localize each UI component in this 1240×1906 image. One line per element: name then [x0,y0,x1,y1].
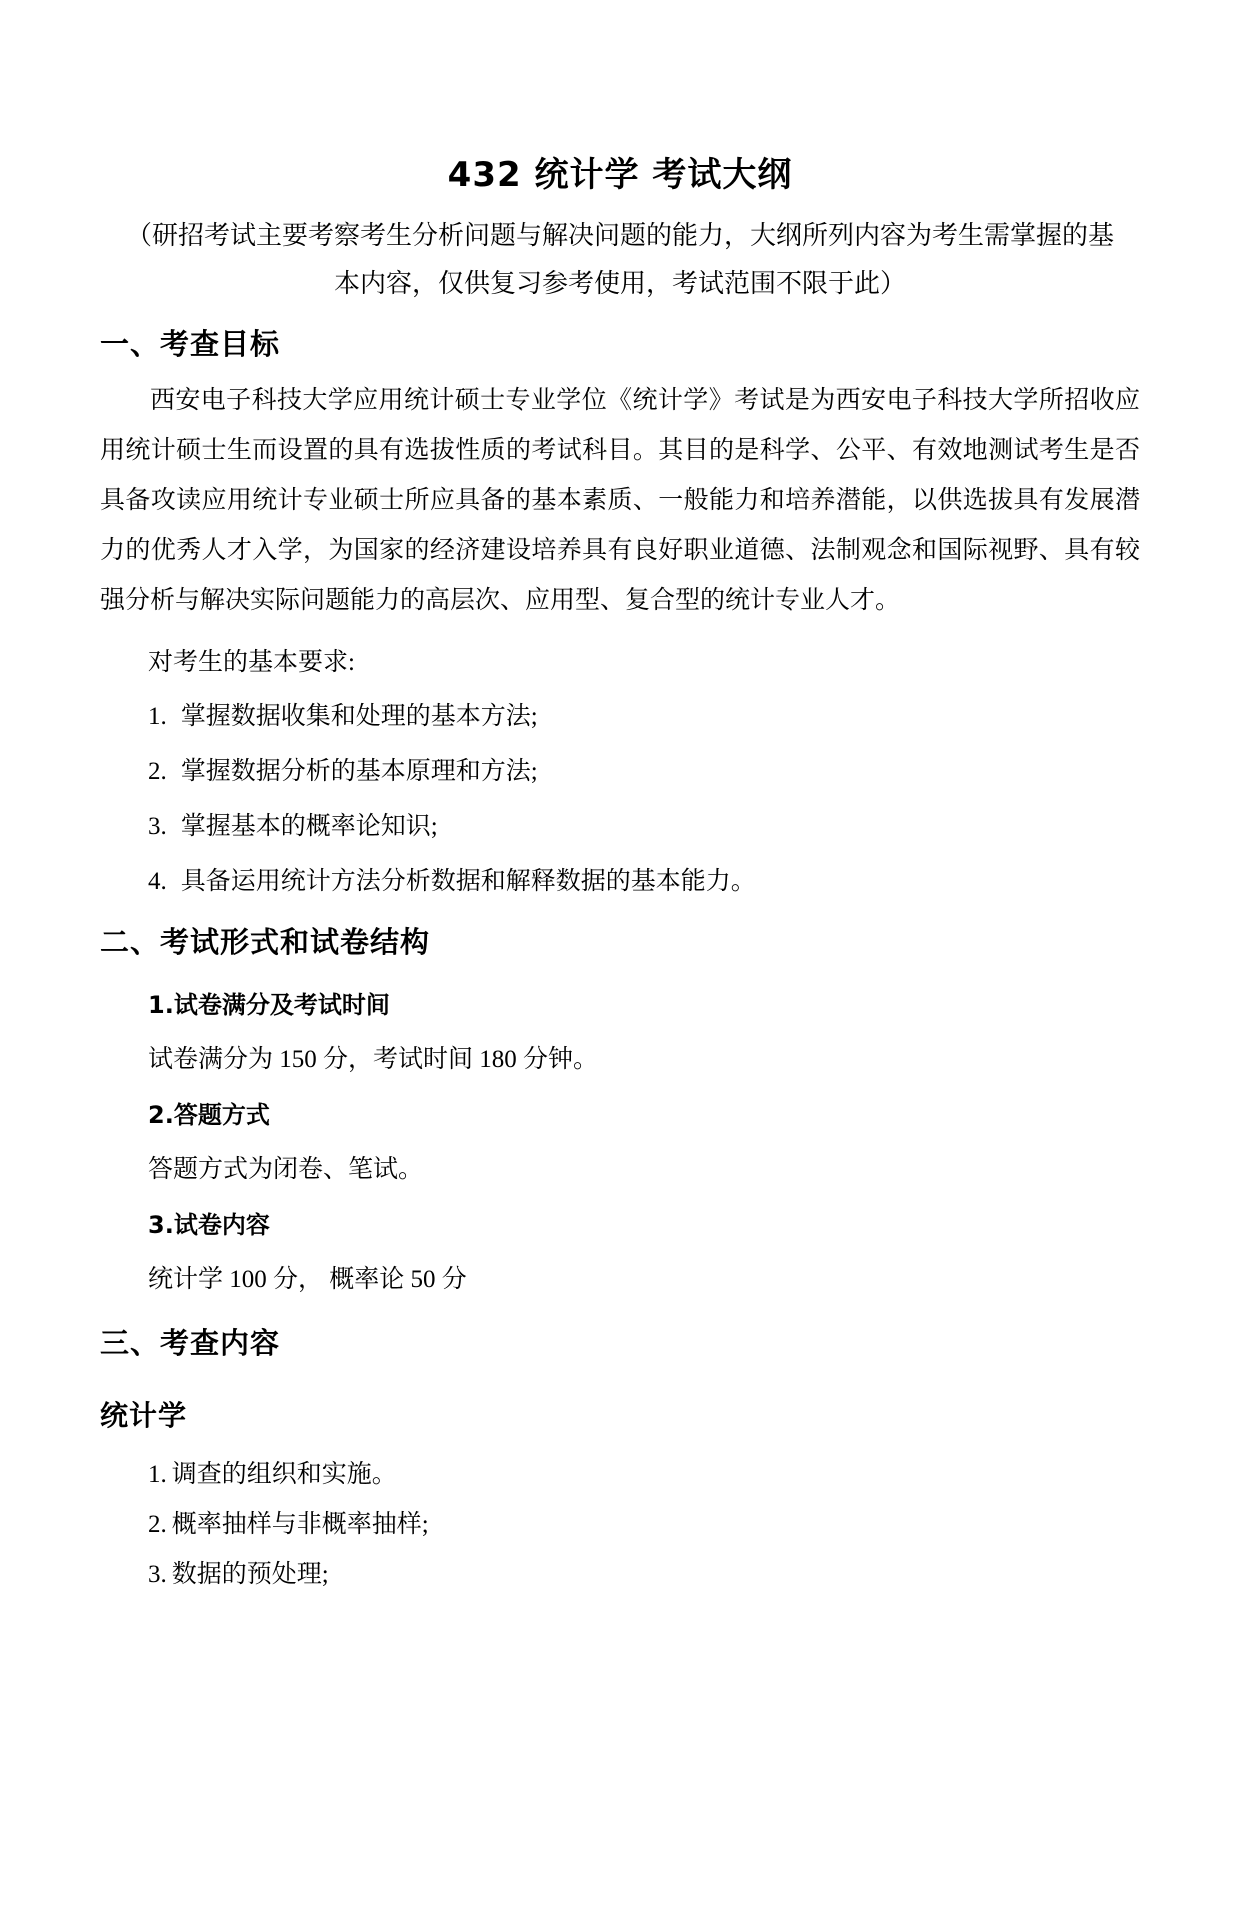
document-title: 432 统计学 考试大纲 [447,155,793,195]
note-line-1: （研招考试主要考察考生分析问题与解决问题的能力，大纲所列内容为考生需掌握的基 [125,221,1114,250]
item-text: 掌握数据收集和处理的基本方法; [180,703,538,730]
note-line-2: 本内容，仅供复习参考使用，考试范围不限于此） [333,269,906,298]
item-number: 3. [148,1561,167,1588]
subsection-body-score-time: 试卷满分为 150 分，考试时间 180 分钟。 [148,1046,599,1073]
item-text: 调查的组织和实施。 [171,1461,397,1488]
item-text: 具备运用统计方法分析数据和解释数据的基本能力。 [180,868,756,895]
item-number: 3. [148,813,167,840]
section-heading-exam-content: 三、考查内容 [100,1326,281,1360]
requirement-item [148,702,1140,732]
item-text: 掌握数据分析的基本原理和方法; [180,758,538,785]
page-content [100,152,1140,1590]
subsection-body-answer-mode: 答题方式为闭卷、笔试。 [148,1156,424,1183]
requirement-item [148,867,1140,897]
requirements-label: 对考生的基本要求: [148,649,355,676]
item-number: 2. [148,1511,167,1538]
subsection-title-answer-mode: 2.答题方式 [148,1101,270,1129]
subsection-body-paper-content: 统计学 100 分， 概率论 50 分 [148,1266,467,1293]
topic-item [148,1460,1140,1490]
subsection-title-paper-content: 3.试卷内容 [148,1211,270,1239]
requirement-item [148,757,1140,787]
section-heading-exam-format: 二、考试形式和试卷结构 [100,925,431,959]
item-number: 4. [148,868,167,895]
requirements-list [100,702,1140,897]
document-note [100,212,1140,308]
item-number: 2. [148,758,167,785]
item-text: 数据的预处理; [171,1561,329,1588]
exam-format-subsections [100,990,1140,1295]
subheading-statistics: 统计学 [100,1399,188,1432]
subsection-title-score-time: 1.试卷满分及考试时间 [148,991,390,1019]
requirement-item [148,812,1140,842]
statistics-topic-list [100,1460,1140,1590]
item-text: 掌握基本的概率论知识; [180,813,438,840]
document-page [0,152,1240,1906]
item-number: 1. [148,703,167,730]
item-text: 概率抽样与非概率抽样; [171,1511,429,1538]
topic-item [148,1560,1140,1590]
section-heading-exam-objectives: 一、考查目标 [100,327,281,361]
item-number: 1. [148,1461,167,1488]
objectives-paragraph: 西安电子科技大学应用统计硕士专业学位《统计学》考试是为西安电子科技大学所招收应用统计硕士生而设置的具有选拔性质的考试科目。其目的是科学、公平、有效地测试考生是否具备攻读应用统计专业硕士所应具备的基本素质、一般能力和培养潜能，以供选拔具有发展潜力的优秀人才入学，为国家的经济建设培养具有良好职业道德、法制观念和国际视野、具有较强分析与解决实际问题能力的高层次、应用型、复合型的统计专业人才。 [100,387,1140,614]
topic-item [148,1510,1140,1540]
